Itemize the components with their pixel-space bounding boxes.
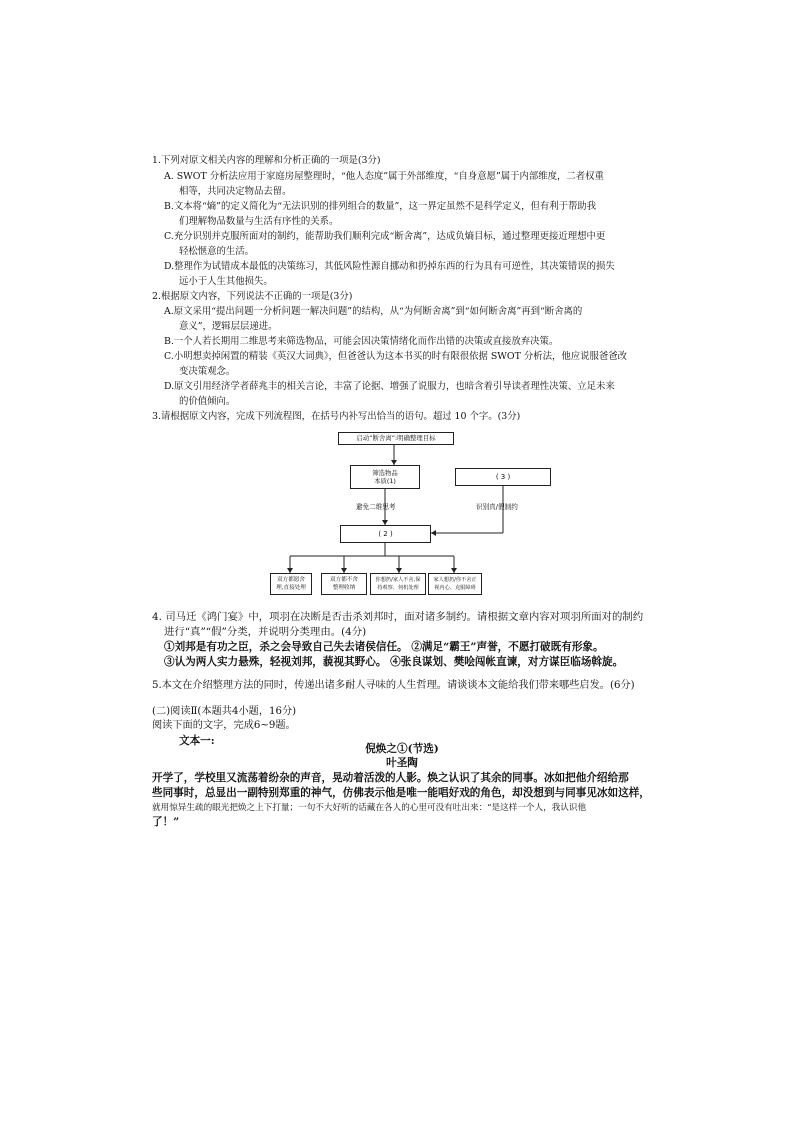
q1-option-b-cont: 们理解物品数量与生活有序性的关系。 <box>179 216 339 227</box>
q4-stem: 4. 司马迁《鸿门宴》中，项羽在决断是否击杀刘邦时，面对诸多制约。请根据文章内容对项羽所面对的制约 <box>152 611 644 623</box>
q2-option-a: A.原文采用“提出问题一分析问题一解决问题”的结构，从“为何断舍离”到“如何断舍离”再到“断舍离的 <box>164 306 583 317</box>
flow-leaf-2-line1: 双方都不舍 <box>330 577 358 583</box>
flow-leaf-2 <box>321 573 367 595</box>
flow-blank-2-box <box>340 525 431 543</box>
flow-avoid-label: 避免二维思考 <box>356 503 396 511</box>
flow-leaf-4 <box>428 573 482 595</box>
flow-leaf-3 <box>370 573 426 595</box>
flow-start-box <box>338 432 454 445</box>
q1-option-a-cont: 相等，共同决定物品去留。 <box>179 186 292 197</box>
q2-option-b: B.一个人若长期用二维思考来筛选物品，可能会因决策情绪化而作出错的决策或直接放弃决策。 <box>164 336 559 347</box>
flow-screen-box <box>350 465 420 489</box>
flow-leaf-3-line2: 持观察、伺机处理 <box>377 585 419 591</box>
flow-leaf-4-line2: 视内心、克服障碍 <box>434 585 476 591</box>
q1-stem: 1.下列对原文相关内容的理解和分析正确的一项是(3分) <box>152 155 381 166</box>
q2-option-c: C.小明想卖掉闲置的精装《英汉大词典》，但爸爸认为这本书买的时有限很依据 SWOT 分析法，他应说服爸爸改 <box>164 351 627 362</box>
q1-option-d-cont: 远小于人生其他损失。 <box>179 276 273 287</box>
q1-option-c: C.充分识别并克服所面对的制约，能帮助我们顺利完成“断舍离”，达成负熵目标，通过整理更接近理想中更 <box>164 231 606 242</box>
q2-option-c-cont: 变决策观念。 <box>179 366 236 377</box>
flow-leaf-1-line2: 理,直接处理 <box>276 585 306 591</box>
flow-start-text: 启动“断舍离”:明确整理目标 <box>356 434 436 442</box>
q3-stem: 3.请根据原文内容，完成下列流程图，在括号内补写出恰当的语句。超过 10 个字。(3分) <box>152 411 521 422</box>
flow-leaf-3-line1: 你想扔/家人不舍,保 <box>375 577 421 583</box>
q1-option-c-cont: 轻松惬意的生活。 <box>179 246 255 257</box>
passage-line-3: 就用惊异生疏的眼光把焕之上下打量；一句不大好听的话藏在各人的心里可没有吐出来：“是这样一个人，我认识他 <box>152 803 587 813</box>
q1-option-a: A. SWOT 分析法应用于家庭房屋整理时，“他人态度”属于外部维度，“自身意愿”属于内部维度，二者权重 <box>164 171 604 182</box>
flow-leaf-4-line1: 家人想扔/你不舍正 <box>433 577 477 583</box>
passage-author: 叶圣陶 <box>386 757 418 769</box>
flow-identify-label: 识别真/假制约 <box>476 503 518 511</box>
section2-instruction: 阅读下面的文字，完成6~9题。 <box>152 720 296 731</box>
q4-stem-cont: 进行“真”“假”分类，并说明分类理由。(4分) <box>164 626 367 638</box>
flow-blank-2: ( 2 ) <box>378 530 393 538</box>
flow-blank-3: ( 3 ) <box>495 473 511 481</box>
q2-option-d: D.原文引用经济学者薛兆丰的相关言论，丰富了论据、增强了说服力，也暗含着引导读者理性决策、立足未来 <box>164 381 615 392</box>
passage-line-2: 些同事时，总显出一副特别郑重的神气，仿佛表示他是唯一能唱好戏的角色，却没想到与同事见冰如这样， <box>152 787 650 799</box>
q5-stem: 5.本文在介绍整理方法的同时，传递出诸多耐人寻味的人生哲理。请谈谈本文能给我们带来哪些启发。(6分) <box>152 680 635 691</box>
q2-stem: 2.根据原文内容，下列说法不正确的一项是(3分) <box>152 291 353 302</box>
q4-option-row-2: ③认为两人实力悬殊，轻视刘邦，藐视其野心。 ④张良谋划、樊哙闯帐直谏，对方谋臣临场斡旋。 <box>164 656 624 668</box>
section2-heading: (二)阅读Ⅱ(本题共4小题，16分) <box>152 706 297 717</box>
flow-screen-line2: 本质(1) <box>374 477 396 485</box>
flow-screen-line1: 筛选物品 <box>372 469 398 477</box>
passage-line-4: 了！” <box>152 816 180 828</box>
flow-blank-3-box <box>455 468 551 486</box>
passage-line-1: 开学了，学校里又流荡着纷杂的声音，晃动着活泼的人影。焕之认识了其余的同事。冰如把他介绍给那 <box>152 772 629 784</box>
q2-option-d-cont: 的价值倾向。 <box>179 396 236 407</box>
q4-option-row-1: ①刘邦是有功之臣，杀之会导致自己失去诸侯信任。 ②满足“霸王”声誉，不愿打破既有形象。 <box>164 641 604 653</box>
passage-title: 倪焕之①(节选) <box>365 743 439 755</box>
flow-leaf-1 <box>270 573 312 595</box>
q2-option-a-cont: 意义”，逻辑层层递进。 <box>179 321 278 332</box>
q1-option-b: B.文本将“熵”的定义简化为“无法识别的排列组合的数量”，这一界定虽然不是科学定义，但有利于帮助我 <box>164 201 597 212</box>
flow-leaf-2-line2: 整理收纳 <box>332 585 356 591</box>
text-one-label: 文本一: <box>179 735 215 747</box>
flow-leaf-1-line1: 双方都愿舍 <box>277 577 305 583</box>
q1-option-d: D.整理作为试错成本最低的决策练习，其低风险性源自挪动和扔掉东西的行为具有可逆性，其决策错误的损失 <box>164 261 615 272</box>
